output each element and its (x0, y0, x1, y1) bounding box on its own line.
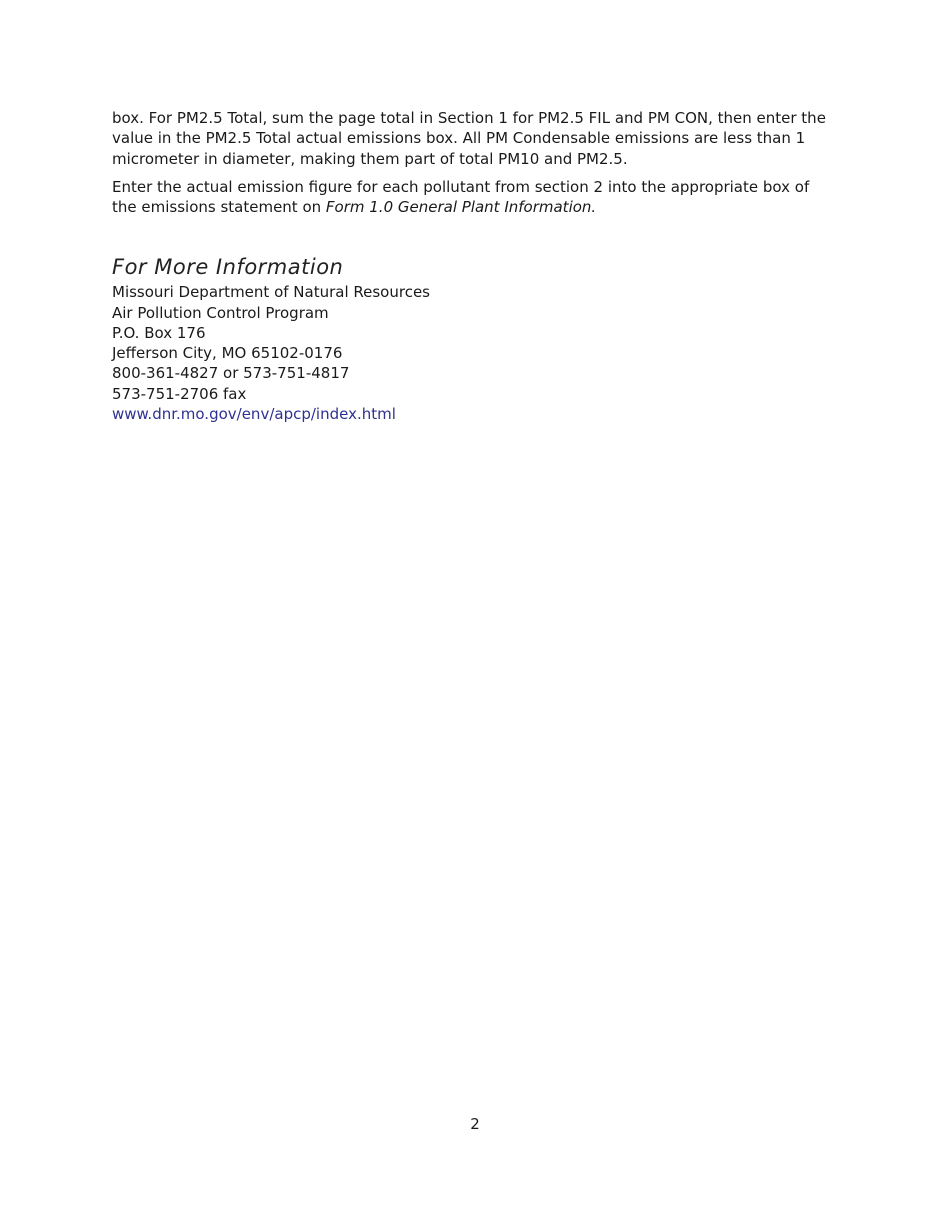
fax-number: 573-751-2706 fax (112, 384, 247, 403)
paragraph-emission-figures (112, 177, 832, 218)
form-reference: Form 1.0 General Plant Information. (325, 198, 597, 217)
contact-address-block (112, 282, 832, 423)
page-number: 2 (470, 1115, 480, 1133)
paragraph-pm-totals: box. For PM2.5 Total, sum the page total in Section 1 for PM2.5 FIL and PM CON, then enter the value in the PM2.5 Total actual emissions box. All PM Condensable emissions are less than 1 micrometer in diameter, making them part of total PM10 and PM2.5. (112, 109, 826, 168)
program-name: Air Pollution Control Program (112, 303, 329, 322)
po-box: P.O. Box 176 (112, 323, 206, 342)
paragraph-emission-text: Enter the actual emission figure for each pollutant from section 2 into the appropriate box of the emissions statement on (112, 177, 810, 217)
phone-numbers: 800-361-4827 or 573-751-4817 (112, 364, 350, 383)
department-name: Missouri Department of Natural Resources (112, 283, 430, 302)
document-page (112, 108, 832, 424)
city-state-zip: Jefferson City, MO 65102-0176 (112, 344, 343, 363)
section-heading-more-information: For More Information (112, 255, 344, 280)
website-link[interactable]: www.dnr.mo.gov/env/apcp/index.html (112, 404, 396, 423)
